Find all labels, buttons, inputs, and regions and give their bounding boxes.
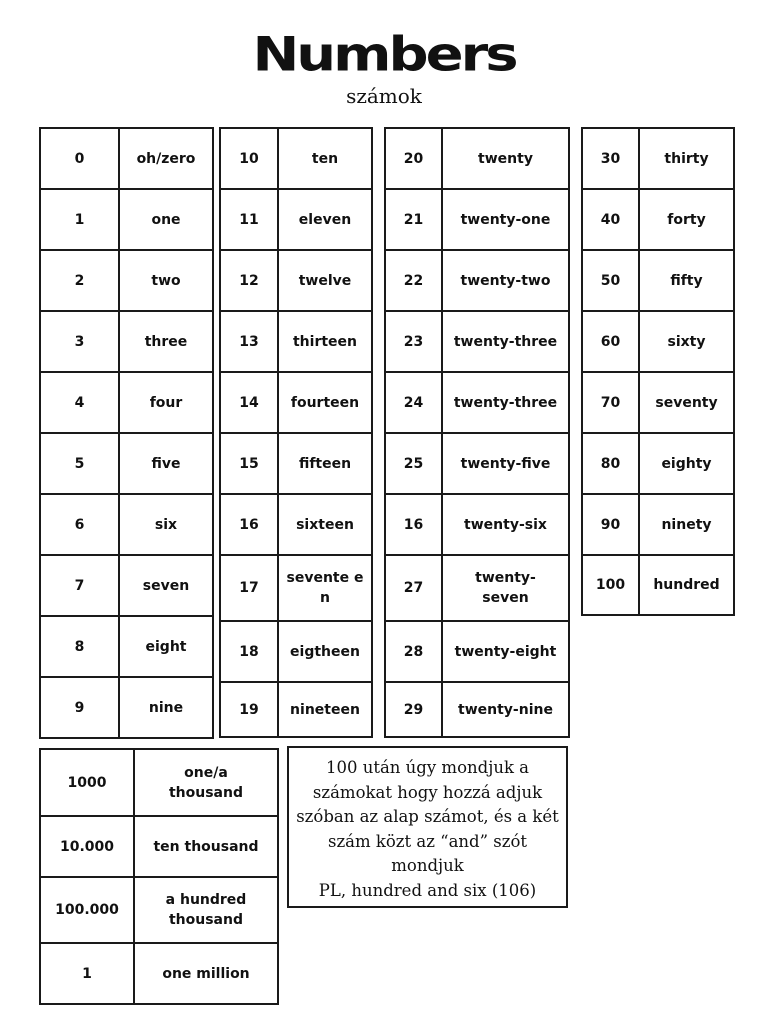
- number-cell: 1: [40, 943, 134, 1004]
- word-cell: one million: [134, 943, 278, 1004]
- table-row: [220, 555, 372, 621]
- table-row: [582, 494, 734, 555]
- note-line: PL, hundred and six (106): [318, 880, 537, 900]
- word-cell: nine: [119, 677, 213, 738]
- number-cell: 50: [582, 250, 639, 311]
- number-cell: 1: [40, 189, 119, 250]
- number-cell: 16: [220, 494, 278, 555]
- word-cell: ninety: [639, 494, 734, 555]
- number-cell: 10: [220, 128, 278, 189]
- table-row: [582, 250, 734, 311]
- table-row: [385, 682, 569, 737]
- table-row: [385, 189, 569, 250]
- note-line: 100 után úgy mondjuk a: [325, 758, 530, 777]
- explanation-note: [287, 746, 568, 908]
- note-line: szóban az alap számot, és a két: [296, 807, 559, 826]
- number-cell: 28: [385, 621, 442, 682]
- number-cell: 0: [40, 128, 119, 189]
- table-row: [582, 189, 734, 250]
- table-row: [582, 372, 734, 433]
- word-cell: thirteen: [278, 311, 372, 372]
- number-cell: 10.000: [40, 816, 134, 877]
- numbers-table-10-19: [219, 127, 373, 738]
- number-cell: 25: [385, 433, 442, 494]
- table-row: [385, 494, 569, 555]
- table-row: [220, 311, 372, 372]
- word-cell: seventy: [639, 372, 734, 433]
- word-cell: four: [119, 372, 213, 433]
- table-row: [385, 250, 569, 311]
- word-cell: [278, 555, 372, 621]
- table-row: [220, 189, 372, 250]
- word-cell: twenty-three: [442, 311, 569, 372]
- word-cell: ten thousand: [134, 816, 278, 877]
- word-cell: one: [119, 189, 213, 250]
- word-cell: fifteen: [278, 433, 372, 494]
- word-cell: twenty-two: [442, 250, 569, 311]
- number-cell: 21: [385, 189, 442, 250]
- table-row: [40, 677, 213, 738]
- number-cell: 19: [220, 682, 278, 737]
- page-title: Numbers: [252, 26, 516, 83]
- word-cell: twelve: [278, 250, 372, 311]
- table-row: [385, 311, 569, 372]
- table-row: [385, 372, 569, 433]
- table-row: [40, 555, 213, 616]
- table-row: [385, 433, 569, 494]
- word-cell: five: [119, 433, 213, 494]
- number-cell: 7: [40, 555, 119, 616]
- note-line: szám közt az “and” szót: [327, 831, 528, 851]
- table-row: [40, 372, 213, 433]
- table-row: [582, 433, 734, 494]
- table-row: [220, 372, 372, 433]
- table-row: [40, 494, 213, 555]
- word-cell: seven: [119, 555, 213, 616]
- number-cell: 100: [582, 555, 639, 615]
- number-cell: 17: [220, 555, 278, 621]
- word-cell: twenty-one: [442, 189, 569, 250]
- table-row: [220, 128, 372, 189]
- word-cell: twenty: [442, 128, 569, 189]
- number-cell: 16: [385, 494, 442, 555]
- numbers-table-thousands: [39, 748, 279, 1005]
- word-cell: twenty-eight: [442, 621, 569, 682]
- table-row: [220, 621, 372, 682]
- word-cell: twenty-nine: [442, 682, 569, 737]
- word-cell: six: [119, 494, 213, 555]
- number-cell: 18: [220, 621, 278, 682]
- note-line: mondjuk: [391, 856, 464, 875]
- number-cell: 11: [220, 189, 278, 250]
- table-row: [220, 494, 372, 555]
- word-cell: twenty-three: [442, 372, 569, 433]
- word-cell: oh/zero: [119, 128, 213, 189]
- number-cell: 4: [40, 372, 119, 433]
- note-line: számokat hogy hozzá adjuk: [312, 782, 543, 802]
- word-cell: twenty-six: [442, 494, 569, 555]
- table-row: [220, 682, 372, 737]
- table-row: [40, 250, 213, 311]
- word-cell: two: [119, 250, 213, 311]
- word-cell: fifty: [639, 250, 734, 311]
- word-cell: eighty: [639, 433, 734, 494]
- number-cell: 1000: [40, 749, 134, 816]
- table-row: [220, 433, 372, 494]
- number-cell: 70: [582, 372, 639, 433]
- page-subtitle: számok: [346, 84, 422, 108]
- number-cell: 6: [40, 494, 119, 555]
- table-row: [582, 311, 734, 372]
- number-cell: 24: [385, 372, 442, 433]
- number-cell: 22: [385, 250, 442, 311]
- word-cell: eigtheen: [278, 621, 372, 682]
- table-row: [40, 943, 278, 1004]
- number-cell: 9: [40, 677, 119, 738]
- number-cell: 90: [582, 494, 639, 555]
- word-cell: hundred: [639, 555, 734, 615]
- table-row: [582, 128, 734, 189]
- number-cell: 13: [220, 311, 278, 372]
- word-cell: thirty: [639, 128, 734, 189]
- number-cell: 30: [582, 128, 639, 189]
- number-cell: 40: [582, 189, 639, 250]
- table-row: [385, 555, 569, 621]
- table-row: [385, 621, 569, 682]
- table-row: [40, 877, 278, 943]
- number-cell: 14: [220, 372, 278, 433]
- word-cell: nineteen: [278, 682, 372, 737]
- word-cell: twenty-five: [442, 433, 569, 494]
- word-cell: eleven: [278, 189, 372, 250]
- number-cell: 100.000: [40, 877, 134, 943]
- word-cell: sixty: [639, 311, 734, 372]
- numbers-table-tens: [581, 127, 735, 616]
- word-cell: sixteen: [278, 494, 372, 555]
- table-row: [40, 128, 213, 189]
- number-cell: 29: [385, 682, 442, 737]
- word-cell: a hundred thousand: [134, 877, 278, 943]
- number-cell: 23: [385, 311, 442, 372]
- number-cell: 27: [385, 555, 442, 621]
- word-cell: ten: [278, 128, 372, 189]
- table-row: [40, 311, 213, 372]
- word-cell: three: [119, 311, 213, 372]
- number-cell: 5: [40, 433, 119, 494]
- word-cell: fourteen: [278, 372, 372, 433]
- number-cell: 12: [220, 250, 278, 311]
- table-row: [40, 433, 213, 494]
- table-row: [40, 749, 278, 816]
- numbers-table-20-29: [384, 127, 570, 738]
- number-cell: 8: [40, 616, 119, 677]
- number-cell: 3: [40, 311, 119, 372]
- number-cell: 15: [220, 433, 278, 494]
- word-cell: twenty- seven: [442, 555, 569, 621]
- number-cell: 2: [40, 250, 119, 311]
- table-row: [40, 616, 213, 677]
- word-cell: one/a thousand: [134, 749, 278, 816]
- numbers-table-0-9: [39, 127, 214, 739]
- word-text: sevente en: [286, 570, 364, 606]
- table-row: [40, 816, 278, 877]
- word-cell: eight: [119, 616, 213, 677]
- table-row: [582, 555, 734, 615]
- number-cell: 80: [582, 433, 639, 494]
- table-row: [220, 250, 372, 311]
- number-cell: 20: [385, 128, 442, 189]
- word-cell: forty: [639, 189, 734, 250]
- number-cell: 60: [582, 311, 639, 372]
- table-row: [385, 128, 569, 189]
- table-row: [40, 189, 213, 250]
